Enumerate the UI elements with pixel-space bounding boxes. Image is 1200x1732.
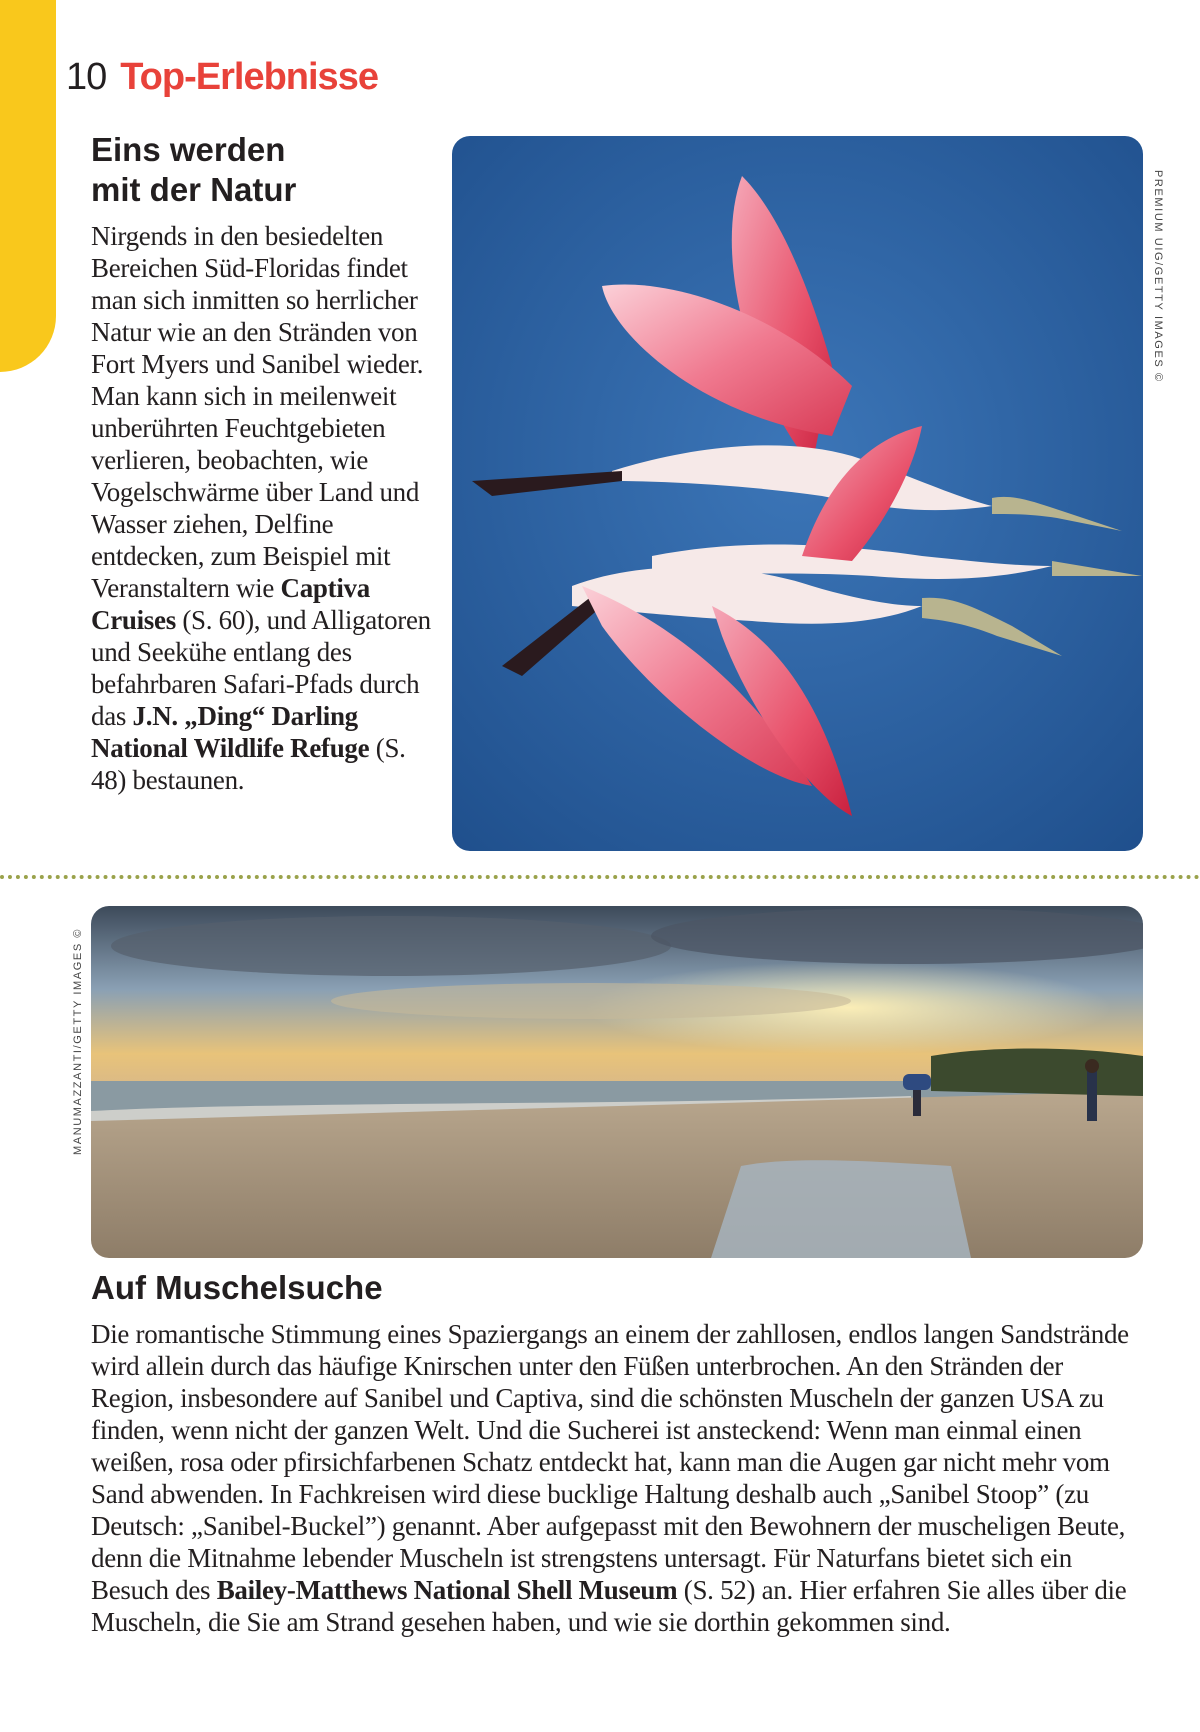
body-text-segment: (S. 48) bestaunen. <box>91 733 406 795</box>
chapter-tab <box>0 0 56 372</box>
spoonbill-photo <box>452 136 1143 851</box>
photo-credit: MANUMAZZANTI/GETTY IMAGES © <box>72 927 84 1155</box>
feature-heading-shells: Auf Muschelsuche <box>91 1269 383 1306</box>
body-text-segment: (S. 60), und Alligatoren und Seekühe entlang des befahrbaren Safari-Pfads durch das <box>91 605 431 731</box>
feature-body-nature <box>91 220 441 796</box>
highlight-shell-museum: Bailey-Matthews National Shell Museum <box>216 1575 678 1605</box>
beach-photo <box>91 906 1143 1258</box>
feature-body-shells <box>91 1318 1143 1638</box>
spoonbill-illustration <box>452 136 1143 851</box>
photo-credit: PREMIUM UIG/GETTY IMAGES © <box>1152 170 1164 383</box>
body-text-segment: (S. 52) an. Hier erfahren Sie alles über die Muscheln, die Sie am Strand gesehen haben, und wie sie dorthin gekommen sind. <box>91 1575 1127 1637</box>
feature-heading-nature <box>91 130 431 210</box>
body-text-segment: Nirgends in den besiedelten Bereichen Süd-Floridas findet man sich inmitten so herrlicher Natur wie an den Stränden von Fort Myers und Sanibel wieder. Man kann sich in meilenweit unberührten Feuchtgebieten verlieren, beobachten, wie Vogelschwärme über Land und Wasser ziehen, Delfine entdecken, zum Beispiel mit Veranstaltern wie <box>91 221 424 603</box>
section-title: Top-Erlebnisse <box>120 56 378 98</box>
highlight-ding-darling-refuge: J.N. „Ding“ Darling National Wildlife Refuge <box>91 701 370 763</box>
section-divider <box>0 875 1200 879</box>
page-header <box>66 56 378 106</box>
body-text-segment: Die romantische Stimmung eines Spaziergangs an einem der zahllosen, endlos langen Sandstrände wird allein durch das häufige Knirschen unter den Füßen unterbrochen. An den Stränden der Region, insbesondere auf Sanibel und Captiva, sind die schönsten Muscheln der ganzen USA zu finden, wenn nicht der ganzen Welt. Und die Sucherei ist ansteckend: Wenn man einmal einen weißen, rosa oder pfirsichfarbenen Schatz entdeckt hat, kann man die Augen gar nicht mehr vom Sand abwenden. In Fachkreisen wird diese bucklige Haltung deshalb auch „Sanibel Stoop” (zu Deutsch: „Sanibel-Buckel”) genannt. Aber aufgepasst mit den Bewohnern der muscheligen Beute, denn die Mitnahme lebender Muscheln ist strengstens untersagt. Für Naturfans bietet sich ein Besuch des <box>91 1319 1129 1605</box>
heading-line-2: mit der Natur <box>91 171 297 208</box>
heading-line-1: Eins werden <box>91 131 286 168</box>
page-number: 10 <box>66 56 107 98</box>
beach-illustration <box>91 906 1143 1258</box>
highlight-captiva-cruises: Captiva Cruises <box>91 573 370 635</box>
